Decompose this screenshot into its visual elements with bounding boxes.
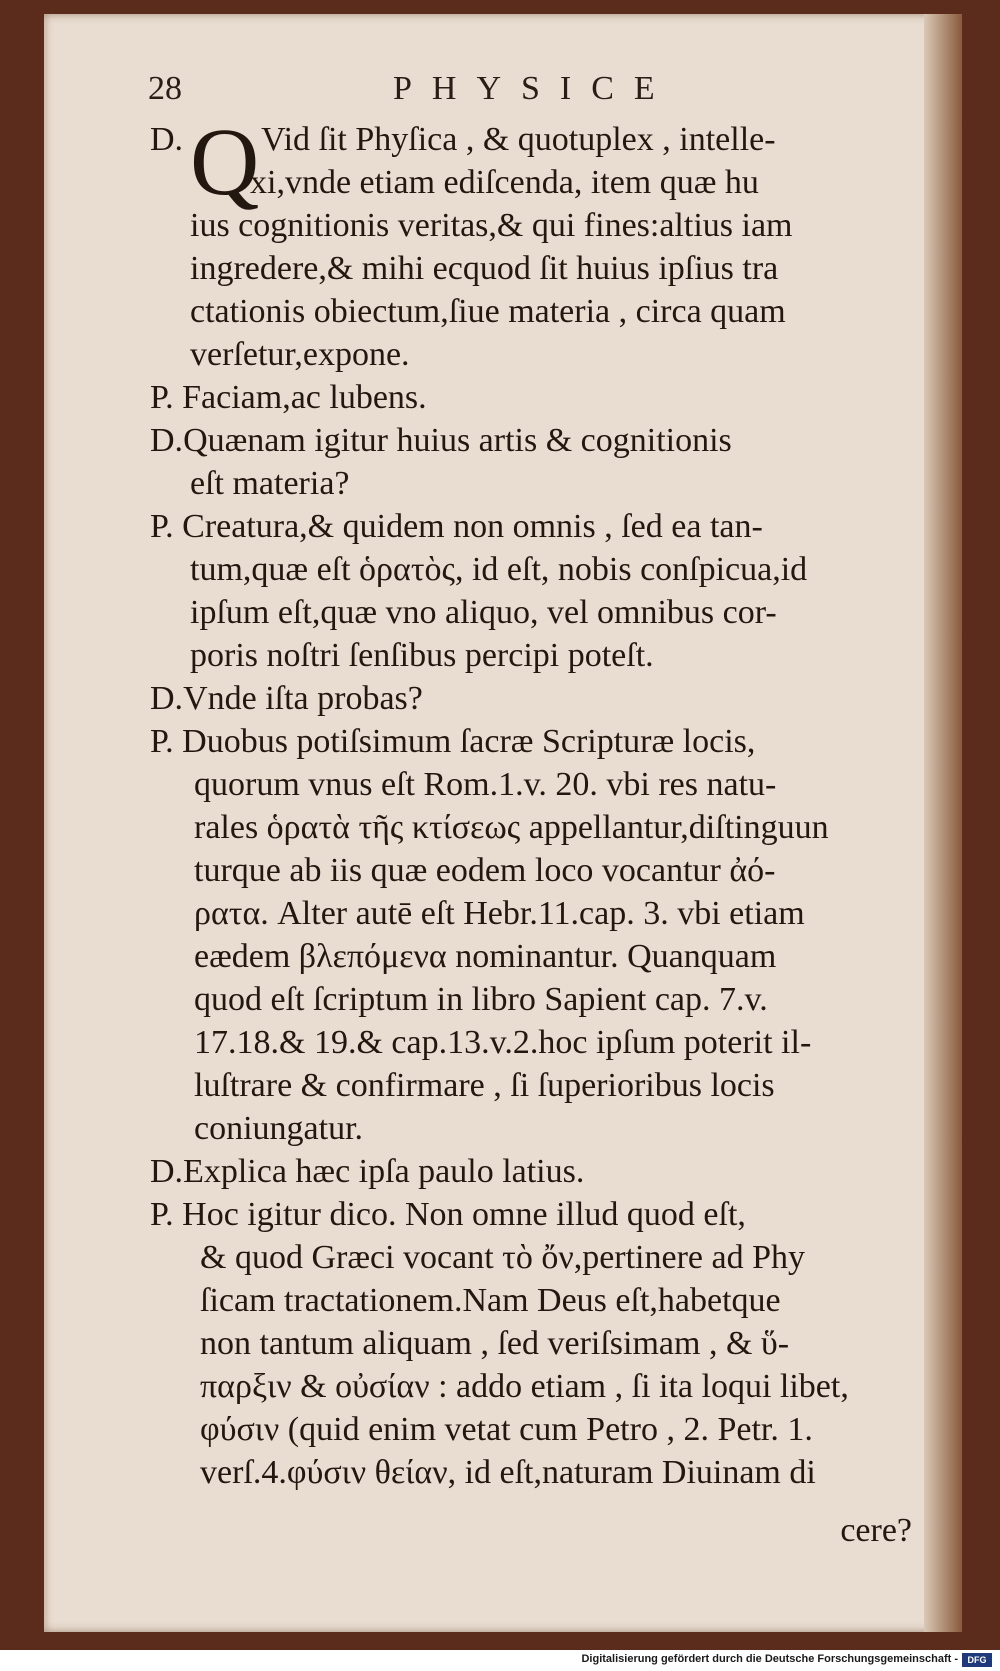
- text-line: eſt materia?: [190, 465, 350, 502]
- text-line: ſicam tractationem.Nam Deus eſt,habetque: [200, 1282, 781, 1319]
- text-line: ρατα. Alter autē eſt Hebr.11.cap. 3. vbi etiam: [194, 895, 805, 932]
- text-line: & quod Græci vocant τὸ ὄν,pertinere ad Phy: [200, 1239, 806, 1276]
- dialogue-text: [150, 108, 910, 1494]
- text-line: Hoc igitur dico. Non omne illud quod eſt,: [182, 1196, 746, 1233]
- text-line: verſetur,expone.: [190, 336, 410, 373]
- text-line: quod eſt ſcriptum in libro Sapient cap. 7.v.: [194, 981, 768, 1018]
- text-line: Duobus potiſsimum ſacræ Scripturæ locis,: [182, 723, 756, 760]
- text-line: Vid ſit Phyſica , & quotuplex , intelle-: [261, 121, 776, 158]
- funding-credit: Digitalisierung gefördert durch die Deutsche Forschungsgemeinschaft -: [581, 1653, 958, 1665]
- text-line: 17.18.& 19.& cap.13.v.2.hoc ipſum poterit il-: [194, 1024, 812, 1061]
- page-gutter-edge: [924, 14, 962, 1632]
- text-line: παρξιν & οὐσίαν : addo etiam , ſi ita loqui libet,: [200, 1368, 849, 1405]
- text-line: tum,quæ eſt ὁρατὸς, id eſt, nobis conſpicua,id: [190, 551, 808, 588]
- text-line: ingredere,& mihi ecquod ſit huius ipſius tra: [190, 250, 779, 287]
- text-line: verſ.4.φύσιν θείαν, id eſt,naturam Diuinam di: [200, 1454, 816, 1491]
- speaker-label: D.: [150, 1153, 184, 1190]
- text-line: Creatura,& quidem non omnis , ſed ea tan-: [182, 508, 763, 545]
- text-line: non tantum aliquam , ſed veriſsimam , & ὕ-: [200, 1325, 790, 1362]
- text-line: ius cognitionis veritas,& qui fines:altius iam: [190, 207, 793, 244]
- running-head: [148, 70, 908, 120]
- speaker-label: D.: [150, 422, 184, 459]
- catchword: cere?: [840, 1512, 912, 1549]
- page-number: 28: [148, 70, 182, 107]
- text-line: luſtrare & confirmare , ſi ſuperioribus locis: [194, 1067, 775, 1104]
- text-line: eædem βλεπόμενα nominantur. Quanquam: [194, 938, 777, 975]
- dfg-logo-icon: DFG: [962, 1653, 992, 1667]
- text-line: ctationis obiectum,ſiue materia , circa quam: [190, 293, 786, 330]
- speaker-label: D.: [150, 121, 184, 158]
- dialogue-entry: [150, 720, 910, 1150]
- drop-capital: Q: [190, 108, 260, 215]
- dialogue-entry: [150, 1150, 910, 1193]
- speaker-label: P.: [150, 723, 174, 760]
- dialogue-entry: [150, 376, 910, 419]
- dialogue-entry: [150, 1193, 910, 1494]
- dialogue-entry: [150, 419, 910, 505]
- footer-bar: [0, 1650, 1000, 1671]
- dialogue-entry: [150, 505, 910, 677]
- text-line: φύσιν (quid enim vetat cum Petro , 2. Petr. 1.: [200, 1411, 813, 1448]
- text-line: xi,vnde etiam ediſcenda, item quæ hu: [250, 164, 759, 201]
- text-line: Quænam igitur huius artis & cognitionis: [183, 422, 732, 459]
- dialogue-entry: [150, 108, 910, 376]
- text-line: Faciam,ac lubens.: [182, 379, 427, 416]
- dialogue-entry: [150, 677, 910, 720]
- speaker-label: P.: [150, 379, 174, 416]
- speaker-label: D.: [150, 680, 184, 717]
- speaker-label: P.: [150, 508, 174, 545]
- text-line: Vnde iſta probas?: [183, 680, 423, 717]
- text-line: poris noſtri ſenſibus percipi poteſt.: [190, 637, 654, 674]
- text-line: Explica hæc ipſa paulo latius.: [183, 1153, 585, 1190]
- running-title: PHYSICE: [393, 70, 675, 107]
- text-line: rales ὁρατὰ τῆς κτίσεως appellantur,diſtinguun: [194, 809, 829, 846]
- text-line: coniungatur.: [194, 1110, 364, 1147]
- text-line: turque ab iis quæ eodem loco vocantur ἀό-: [194, 852, 776, 889]
- text-line: ipſum eſt,quæ vno aliquo, vel omnibus cor-: [190, 594, 777, 631]
- text-line: quorum vnus eſt Rom.1.v. 20. vbi res natu-: [194, 766, 777, 803]
- speaker-label: P.: [150, 1196, 174, 1233]
